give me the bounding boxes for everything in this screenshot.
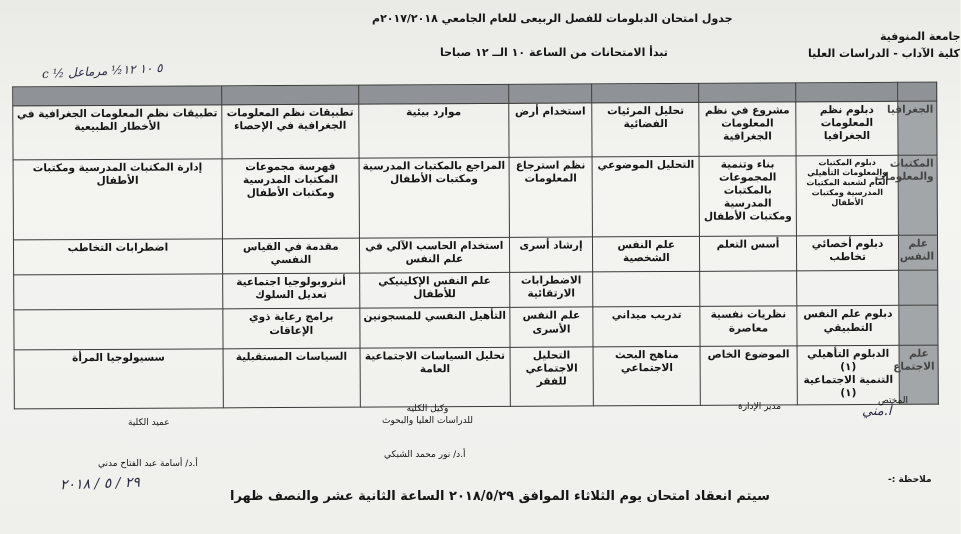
table-row: [13, 101, 937, 160]
admin-director-label: مدير الإدارة: [738, 402, 782, 412]
reviewer-signature: أ.مني: [862, 404, 892, 419]
subject-cell: موارد بيئية: [359, 103, 509, 157]
program-cell: الدبلوم التأهيلي (١) التنمية الاجتماعية (١): [797, 345, 900, 405]
subject-cell: تطبيقات نظم المعلومات الجغرافية في الأخطار الطبيعية: [13, 105, 222, 160]
subject-cell: نظم استرجاع المعلومات: [509, 157, 593, 238]
subject-cell: مناهج البحث الاجتماعي: [593, 346, 700, 406]
subject-cell: المراجع بالمكتبات المدرسية ومكتبات الأطفال: [359, 157, 509, 238]
subject-cell: التحليل الاجتماعي للفقر: [510, 346, 594, 406]
header-cell: [221, 85, 358, 105]
subject-cell: بناء وتنمية المجموعات بالمكتبات المدرسية ومكتبات الأطفال: [699, 155, 796, 236]
subject-cell: التأهيل النفسي للمسجونين: [360, 308, 510, 348]
vice-dean-title: وكيل الكلية للدراسات العليا والبحوث: [382, 404, 474, 426]
subject-cell: علم النفس الإكلينيكي للأطفال: [360, 273, 510, 309]
dept-cell: المكتبات والمعلومات: [899, 155, 938, 236]
subject-cell: فهرسة مجموعات المكتبات المدرسية ومكتبات الأطفال: [222, 158, 359, 239]
header-cell: [898, 82, 937, 101]
exam-schedule-table: [12, 82, 939, 410]
dept-cell: علم النفس: [899, 235, 938, 270]
date-signature: ٢٩ / ٥ / ٢٠١٨: [59, 474, 141, 494]
subject-cell: أنثروبولوجيا اجتماعية تعديل السلوك: [222, 273, 359, 309]
program-cell: دبلوم المكتبات والمعلومات التأهيلي العام لشعبة المكتبات المدرسية ومكتبات الأطفال: [796, 155, 899, 236]
subject-cell: السياسات المستقبلية: [223, 348, 360, 408]
program-cell: دبلوم علم النفس التطبيقي: [797, 306, 900, 346]
table-row: [13, 235, 937, 275]
document-title: جدول امتحان الدبلومات للفصل الربيعى للعام الجامعي ٢٠١٧/٢٠١٨م: [372, 12, 733, 25]
header-cell: [13, 86, 222, 106]
header-cell: [508, 84, 592, 103]
subject-cell: [593, 272, 700, 308]
note-text: سيتم انعقاد امتحان يوم الثلاثاء الموافق ٢٠١٨/٥/٢٩ الساعة الثانية عشر والنصف ظهرا: [230, 489, 770, 504]
subject-cell: اضطرابات التخاطب: [13, 239, 222, 275]
table-row: [14, 270, 938, 310]
university-name: جامعة المنوفية: [880, 30, 961, 43]
exam-time-line: تبدأ الامتحانات من الساعة ١٠ الــ ١٢ صباحا: [440, 46, 668, 59]
subject-cell: تدريب ميداني: [593, 307, 700, 347]
subject-cell: [14, 309, 223, 349]
subject-cell: علم النفس الشخصية: [593, 237, 700, 273]
subject-cell: استخدام الحاسب الآلي في علم النفس: [359, 238, 509, 274]
note-label: ملاحظة :-: [888, 475, 932, 485]
faculty-name: كلية الآداب - الدراسات العليا: [808, 47, 960, 60]
subject-cell: الموضوع الخاص: [700, 345, 797, 405]
subject-cell: [700, 271, 797, 307]
dept-cell: علم الاجتماع: [899, 345, 938, 405]
subject-cell: تحليل المرئيات الفضائية: [592, 102, 699, 156]
header-cell: [699, 83, 795, 103]
subject-cell: مقدمة في القياس النفسي: [222, 238, 359, 274]
subject-cell: برامج رعاية ذوي الإعاقات: [223, 308, 360, 348]
dean-title: عميد الكلية: [128, 418, 170, 428]
reviewer-label: المختص: [878, 396, 908, 406]
program-cell: [796, 271, 899, 307]
header-cell: [592, 83, 699, 103]
dept-cell: الجغرافيا: [898, 101, 937, 155]
dept-cell: [899, 305, 938, 344]
subject-cell: التحليل الموضوعي: [592, 156, 699, 237]
subject-cell: علم النفس الأسرى: [510, 307, 594, 347]
subject-cell: مشروع في نظم المعلومات الجغرافية: [699, 102, 796, 156]
subject-cell: إدارة المكتبات المدرسية ومكتبات الأطفال: [13, 158, 222, 240]
subject-cell: نظريات نفسية معاصرة: [700, 306, 797, 346]
handwritten-note: c ½ ٥ ١٠ ١٢½ مرماعل: [41, 60, 163, 82]
subject-cell: استخدام أرض: [509, 103, 593, 157]
vice-dean-name: أ.د/ نور محمد الشبكي: [384, 450, 466, 460]
header-cell: [795, 82, 898, 102]
subject-cell: [14, 274, 223, 310]
dept-cell: [899, 270, 938, 305]
table-row: [14, 305, 938, 349]
table-row: [13, 155, 937, 240]
subject-cell: سسيولوجيا المرأة: [14, 348, 223, 408]
subject-cell: تطبيقات نظم المعلومات الجغرافية في الإحصاء: [222, 104, 359, 158]
header-cell: [359, 84, 509, 104]
program-cell: دبلوم نظم المعلومات الجغرافيا: [795, 101, 898, 155]
subject-cell: أسس التعلم: [700, 236, 797, 272]
subject-cell: الاضطرابات الارتقائية: [509, 272, 593, 308]
program-cell: دبلوم أخصائي تخاطب: [796, 235, 899, 271]
subject-cell: إرشاد أسرى: [509, 237, 593, 273]
dean-name: أ.د/ أسامة عبد الفتاح مدني: [98, 459, 198, 469]
table-row: [14, 345, 938, 409]
subject-cell: تحليل السياسات الاجتماعية العامة: [360, 347, 510, 407]
